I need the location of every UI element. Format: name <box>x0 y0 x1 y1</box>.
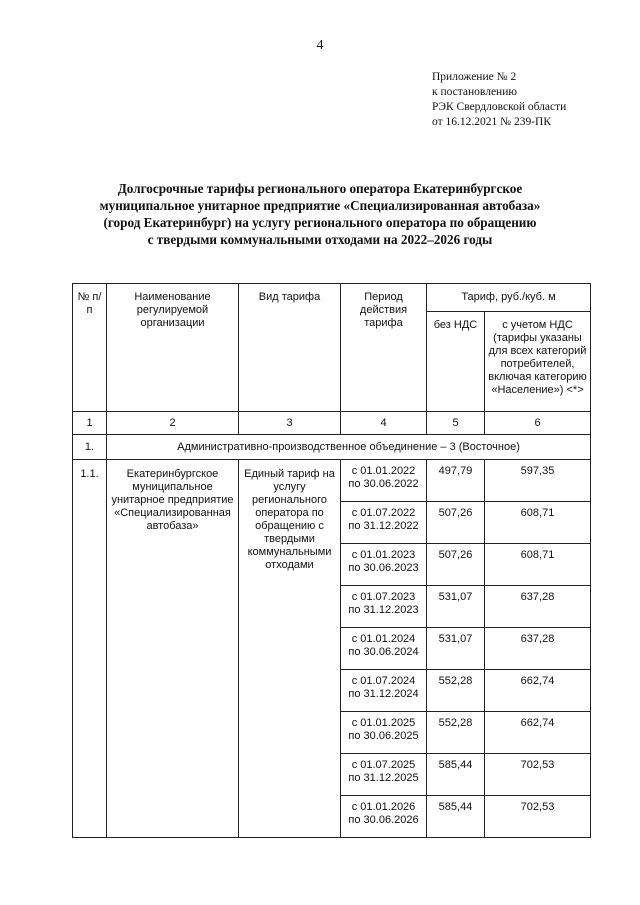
tariff-no-vat <box>427 670 485 712</box>
header-with-vat: с учетом НДС (тарифы указаны для всех категорий потребителей, включая категорию «Население») <*> <box>485 312 591 412</box>
period-cell <box>341 460 427 502</box>
tariff-no-vat-value: 497,79 <box>438 465 473 477</box>
tariff-no-vat-value: 552,28 <box>438 675 473 687</box>
appendix-line: от 16.12.2021 № 239-ПК <box>432 116 552 128</box>
period-from: с 01.01.2026 <box>351 801 416 813</box>
entry-kind <box>239 460 341 838</box>
tariff-no-vat <box>427 502 485 544</box>
tariff-no-vat-value: 507,26 <box>438 549 473 561</box>
period-from: с 01.07.2023 <box>351 591 416 603</box>
tariff-no-vat <box>427 712 485 754</box>
period-to: по 31.12.2024 <box>348 688 419 700</box>
period-cell <box>341 628 427 670</box>
title-line: с твердыми коммунальными отходами на 2022–2026 годы <box>147 232 493 247</box>
period-cell <box>341 796 427 838</box>
tariff-no-vat-value: 552,28 <box>438 717 473 729</box>
tariff-no-vat-value: 507,26 <box>438 507 473 519</box>
page-number: 4 <box>316 38 324 53</box>
period-to: по 31.12.2022 <box>348 520 419 532</box>
entry-org <box>107 460 239 838</box>
group-row <box>73 435 591 460</box>
tariff-with-vat-value: 608,71 <box>520 507 555 519</box>
tariff-with-vat-value: 662,74 <box>520 717 555 729</box>
period-from: с 01.07.2022 <box>351 507 416 519</box>
period-to: по 30.06.2025 <box>348 730 419 742</box>
appendix-line: Приложение № 2 <box>432 71 517 83</box>
tariffs-table <box>72 283 591 838</box>
period-from: с 01.01.2025 <box>351 717 416 729</box>
period-cell <box>341 586 427 628</box>
tariff-no-vat <box>427 796 485 838</box>
period-from: с 01.01.2024 <box>351 633 416 645</box>
tariff-with-vat <box>485 754 591 796</box>
appendix-block <box>432 70 566 130</box>
tariff-no-vat-value: 585,44 <box>438 759 473 771</box>
tariff-with-vat <box>485 460 591 502</box>
appendix-line: РЭК Свердловской области <box>432 101 567 113</box>
period-cell <box>341 544 427 586</box>
period-to: по 30.06.2022 <box>348 478 419 490</box>
period-to: по 31.12.2025 <box>348 772 419 784</box>
header-org: Наименование регулируемой организации <box>107 284 239 412</box>
period-cell <box>341 712 427 754</box>
tariff-with-vat-value: 608,71 <box>520 549 555 561</box>
tariff-with-vat-value: 637,28 <box>520 633 555 645</box>
appendix-line: к постановлению <box>432 86 517 98</box>
group-num: 1. <box>73 435 107 460</box>
entry-org-text: Екатеринбургское муниципальное унитарное предприятие «Специализированная автобаза» <box>111 468 234 532</box>
header-period: Период действия тарифа <box>341 284 427 412</box>
title-line: Долгосрочные тарифы регионального оператора Екатеринбургское <box>117 181 523 196</box>
header-tariff: Тариф, руб./куб. м <box>427 284 591 312</box>
table-row <box>73 460 591 502</box>
tariff-with-vat-value: 702,53 <box>520 759 555 771</box>
index-cell: 2 <box>107 412 239 435</box>
index-cell: 1 <box>73 412 107 435</box>
tariff-with-vat <box>485 544 591 586</box>
tariff-no-vat <box>427 754 485 796</box>
tariff-with-vat-value: 702,53 <box>520 801 555 813</box>
period-to: по 30.06.2024 <box>348 646 419 658</box>
tariff-with-vat <box>485 502 591 544</box>
tariff-no-vat-value: 585,44 <box>438 801 473 813</box>
index-cell: 4 <box>341 412 427 435</box>
tariff-with-vat-value: 597,35 <box>520 465 555 477</box>
index-cell: 6 <box>485 412 591 435</box>
group-name: Административно-производственное объединение – 3 (Восточное) <box>107 435 591 460</box>
period-to: по 30.06.2026 <box>348 814 419 826</box>
header-no-vat: без НДС <box>427 312 485 412</box>
period-to: по 30.06.2023 <box>348 562 419 574</box>
period-cell <box>341 754 427 796</box>
period-from: с 01.01.2022 <box>351 465 416 477</box>
period-from: с 01.07.2025 <box>351 759 416 771</box>
tariff-no-vat <box>427 544 485 586</box>
period-to: по 31.12.2023 <box>348 604 419 616</box>
period-from: с 01.07.2024 <box>351 675 416 687</box>
period-cell <box>341 502 427 544</box>
tariff-with-vat <box>485 628 591 670</box>
tariff-no-vat-value: 531,07 <box>438 591 473 603</box>
title-line: (город Екатеринбург) на услугу регионального оператора по обращению <box>103 215 537 230</box>
index-row <box>73 412 591 435</box>
period-from: с 01.01.2023 <box>351 549 416 561</box>
tariff-with-vat <box>485 712 591 754</box>
tariff-no-vat-value: 531,07 <box>438 633 473 645</box>
tariff-with-vat <box>485 796 591 838</box>
entry-kind-text: Единый тариф на услугу регионального оператора по обращению с твердыми коммунальными отходами <box>244 468 335 571</box>
index-cell: 5 <box>427 412 485 435</box>
tariff-no-vat <box>427 460 485 502</box>
tariff-with-vat <box>485 670 591 712</box>
period-cell <box>341 670 427 712</box>
tariff-with-vat-value: 662,74 <box>520 675 555 687</box>
tariff-with-vat <box>485 586 591 628</box>
tariff-with-vat-value: 637,28 <box>520 591 555 603</box>
index-cell: 3 <box>239 412 341 435</box>
header-kind: Вид тарифа <box>239 284 341 412</box>
document-title <box>80 180 560 248</box>
header-num: № п/п <box>73 284 107 412</box>
tariff-no-vat <box>427 628 485 670</box>
title-line: муниципальное унитарное предприятие «Специализированная автобаза» <box>99 198 541 213</box>
tariff-no-vat <box>427 586 485 628</box>
entry-num: 1.1. <box>73 460 107 838</box>
